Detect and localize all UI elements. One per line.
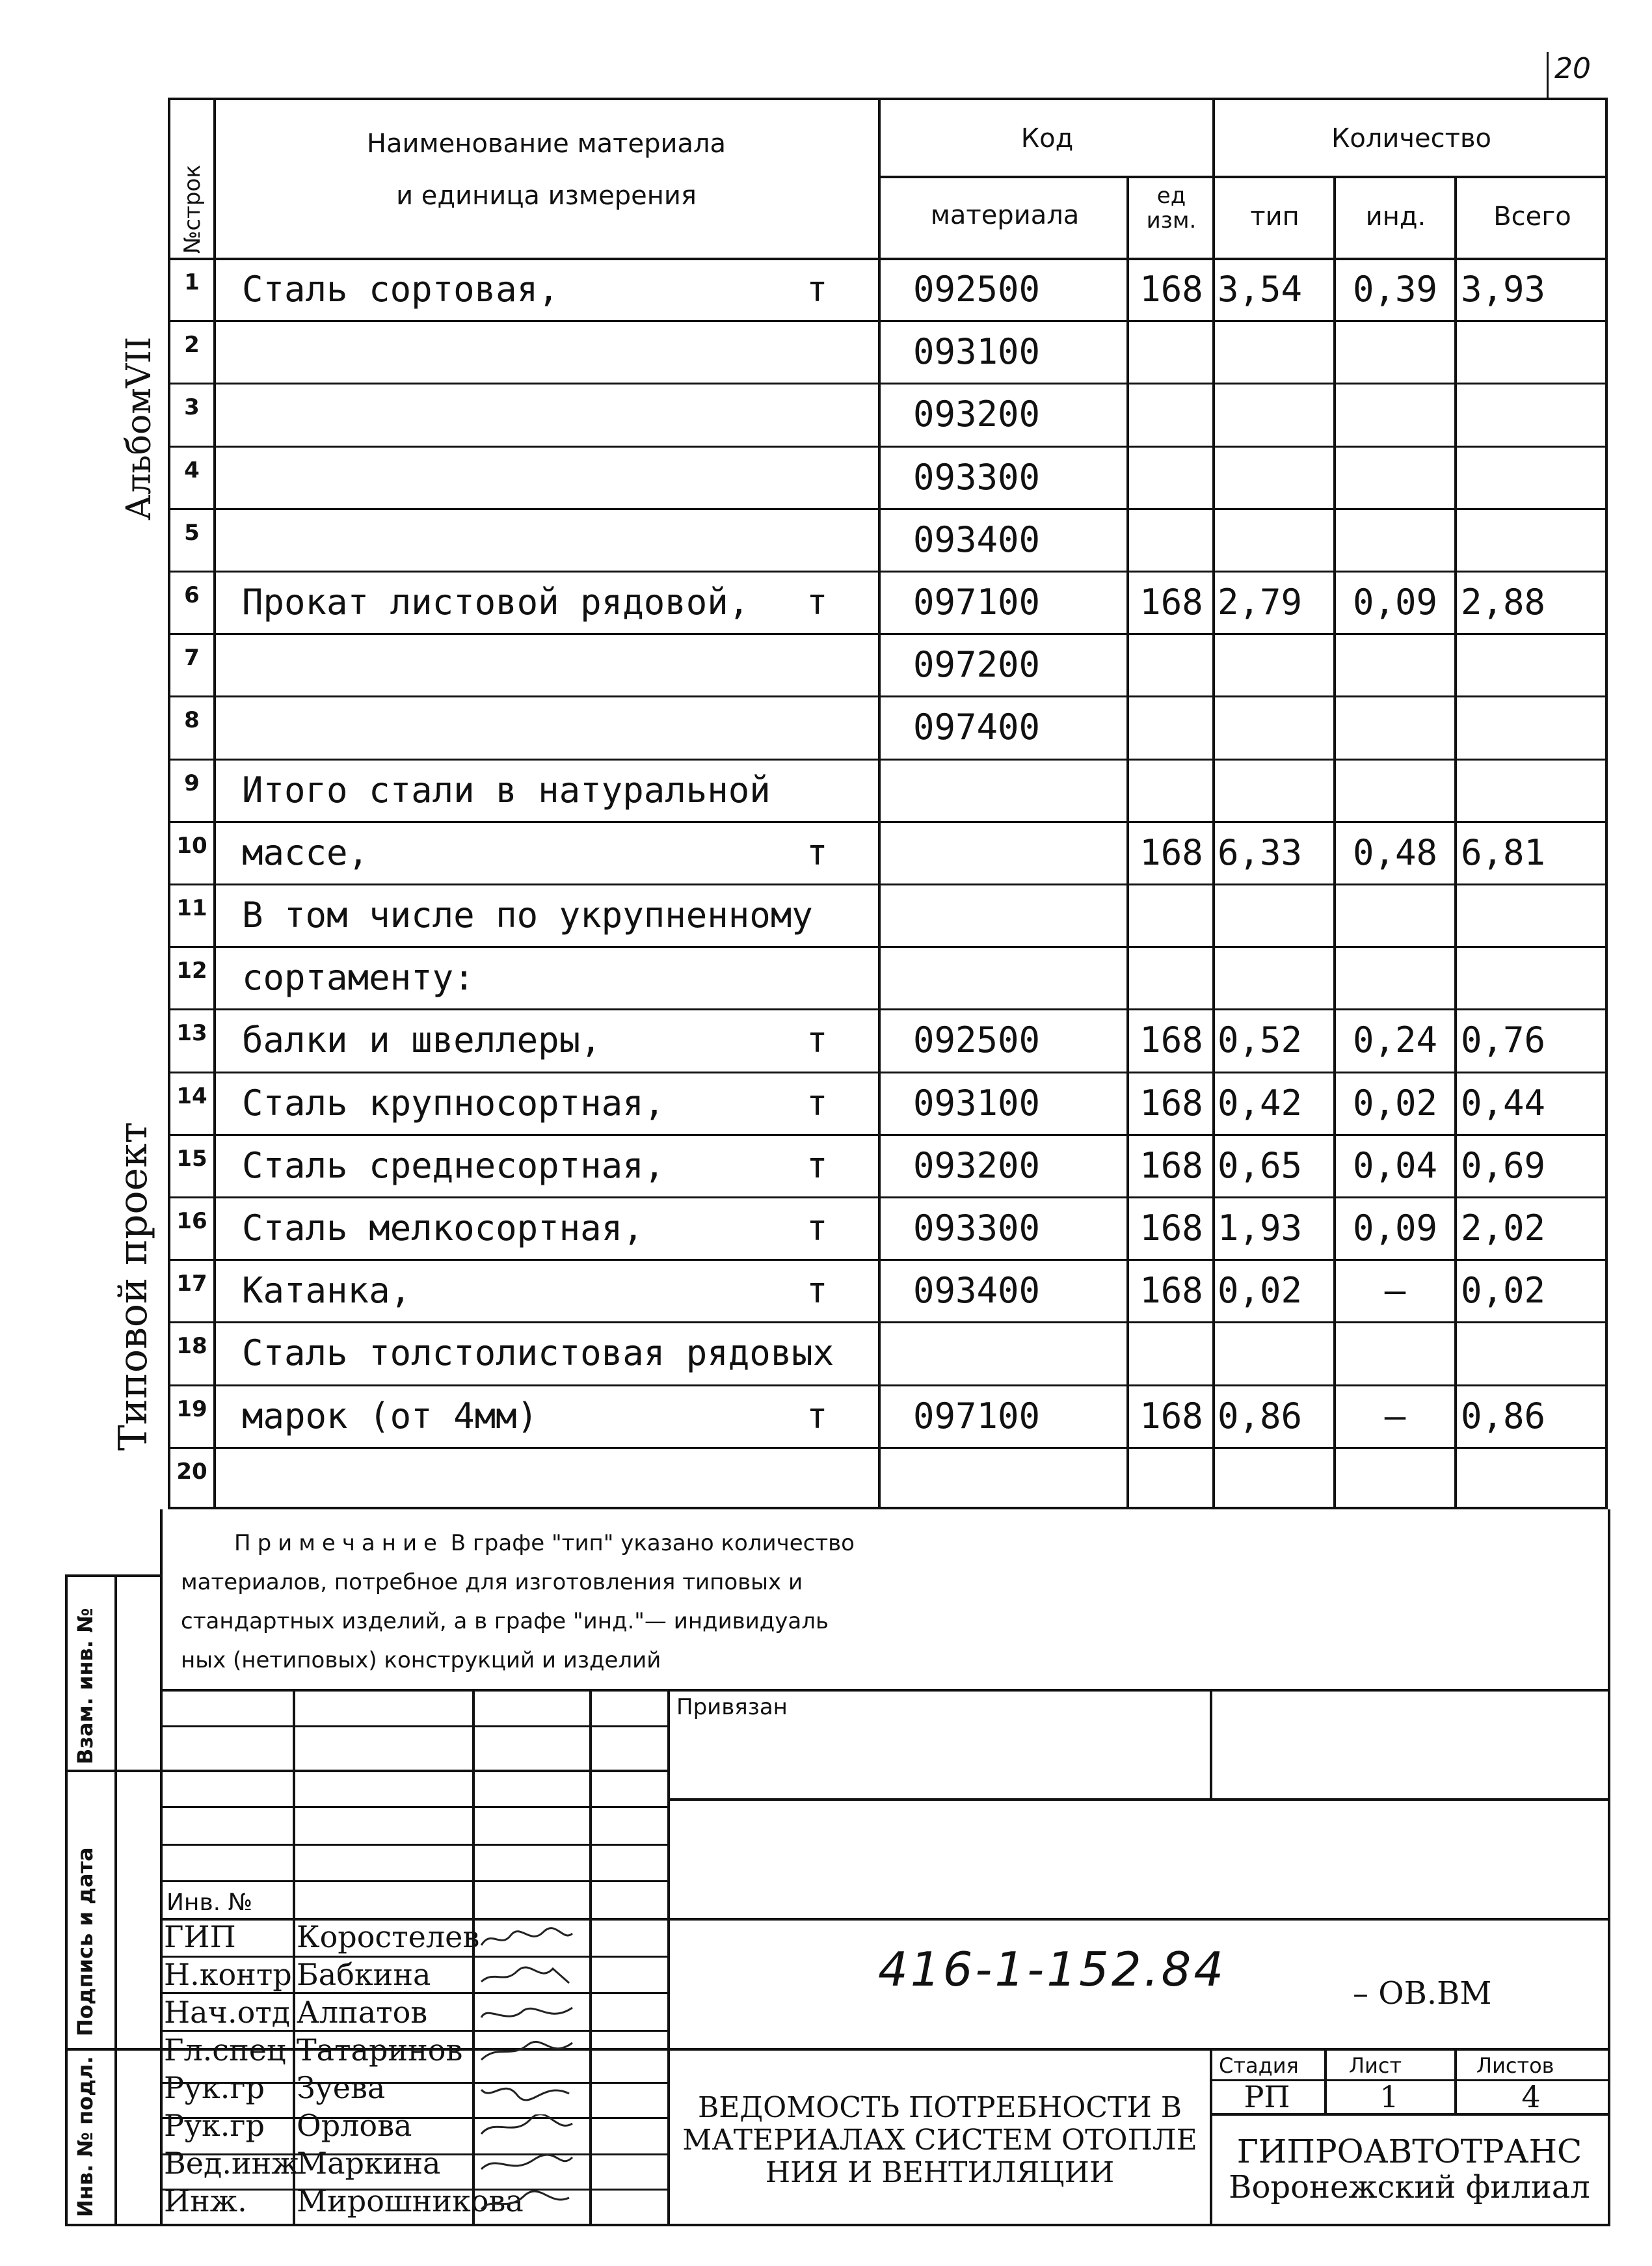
cell-ed: 168 <box>1139 1270 1203 1312</box>
cell-ind: 0,48 <box>1352 831 1438 873</box>
cell-tip: 0,42 <box>1218 1082 1303 1124</box>
cell-n: 20 <box>176 1458 207 1485</box>
cell-ind: – <box>1384 1270 1406 1312</box>
cell-ed: 168 <box>1139 1082 1203 1124</box>
cell-ind: 0,39 <box>1352 269 1438 310</box>
cell-n: 16 <box>176 1208 207 1234</box>
col-line-qty <box>1212 98 1215 1509</box>
row-separator <box>168 695 1608 697</box>
header-row-no: №строк <box>180 165 206 254</box>
cell-ed: 168 <box>1139 1019 1203 1061</box>
row-separator <box>168 320 1608 322</box>
row-separator <box>168 1259 1608 1261</box>
staff-role: Гл.спец <box>164 2032 286 2068</box>
cell-n: 8 <box>184 707 200 734</box>
cell-code: 097200 <box>913 644 1041 686</box>
doc-suffix: – ОВ.ВМ <box>1353 1975 1492 2012</box>
row-separator <box>168 446 1608 448</box>
header-name-line2: и единица измерения <box>396 181 697 211</box>
margin-inv-podl: Инв. № подл. <box>73 2056 98 2217</box>
cell-n: 3 <box>184 394 200 421</box>
row-separator <box>168 1134 1608 1136</box>
signature-icon <box>478 2152 576 2178</box>
note-line2: материалов, потребное для изготовления типовых и <box>181 1569 803 1595</box>
cell-name: Сталь сортовая, <box>242 269 559 310</box>
header-quantity: Количество <box>1331 124 1491 154</box>
cell-code: 093100 <box>913 331 1041 373</box>
cell-name: марок (от 4мм) <box>242 1395 539 1436</box>
cell-name: Сталь крупносортная, <box>242 1082 665 1124</box>
doc-title-line1: ВЕДОМОСТЬ ПОТРЕБНОСТИ В <box>697 2091 1182 2124</box>
header-code-material: материала <box>930 200 1080 230</box>
staff-name: Коростелев <box>297 1919 480 1954</box>
cell-total: 2,02 <box>1461 1207 1546 1248</box>
row-separator <box>168 1008 1608 1010</box>
cell-n: 12 <box>176 958 207 984</box>
cell-code: 092500 <box>913 269 1041 310</box>
header-q-ind: инд. <box>1365 202 1426 232</box>
margin-vzam: Взам. инв. № <box>73 1608 98 1764</box>
cell-total: 0,69 <box>1461 1144 1546 1186</box>
signature-icon <box>478 1926 576 1952</box>
cell-code: 097100 <box>913 582 1041 623</box>
cell-code: 093200 <box>913 394 1041 435</box>
cell-ind: – <box>1384 1395 1406 1436</box>
cell-unit: т <box>806 1395 828 1436</box>
cell-name: Итого стали в натуральной <box>242 769 771 811</box>
cell-code: 093300 <box>913 1207 1041 1248</box>
cell-code: 097100 <box>913 1395 1041 1436</box>
cell-name: Сталь мелкосортная, <box>242 1207 644 1248</box>
stamp-line-top <box>160 1689 1608 1692</box>
note-lead: Примечание <box>234 1530 444 1556</box>
row-separator <box>168 1321 1608 1323</box>
cell-tip: 0,65 <box>1218 1144 1303 1186</box>
cell-total: 3,93 <box>1461 269 1546 310</box>
cell-ed: 168 <box>1139 1207 1203 1248</box>
row-separator <box>168 571 1608 573</box>
cell-ind: 0,02 <box>1352 1082 1438 1124</box>
col-line-ind <box>1333 176 1336 1509</box>
cell-n: 10 <box>176 832 207 859</box>
sheets-value: 4 <box>1521 2079 1541 2114</box>
note-line1 <box>234 1530 855 1556</box>
cell-unit: т <box>806 582 828 623</box>
page-number-tick <box>1547 52 1549 98</box>
staff-name: Алпатов <box>297 1995 428 2030</box>
cell-name: сортаменту: <box>242 957 475 999</box>
cell-tip: 0,02 <box>1218 1270 1303 1312</box>
cell-tip: 0,52 <box>1218 1019 1303 1061</box>
note-line4: ных (нетиповых) конструкций и изделий <box>181 1647 661 1673</box>
cell-ind: 0,04 <box>1352 1144 1438 1186</box>
signature-icon <box>478 2077 576 2103</box>
cell-name: Катанка, <box>242 1270 412 1312</box>
cell-name: Сталь толстолистовая рядовых <box>242 1332 834 1374</box>
cell-ind: 0,09 <box>1352 1207 1438 1248</box>
cell-ed: 168 <box>1139 269 1203 310</box>
stamp-right-border <box>1608 1509 1610 2224</box>
cell-unit: т <box>806 1082 828 1124</box>
cell-tip: 2,79 <box>1218 582 1303 623</box>
stamp-col-3 <box>589 1689 592 2224</box>
staff-role: Рук.гр <box>164 2108 265 2143</box>
row-separator <box>168 1072 1608 1073</box>
cell-n: 13 <box>176 1020 207 1047</box>
cell-unit: т <box>806 1144 828 1186</box>
cell-name: балки и швеллеры, <box>242 1019 602 1061</box>
row-separator <box>168 633 1608 635</box>
cell-n: 19 <box>176 1396 207 1422</box>
margin-podpis: Подпись и дата <box>73 1847 98 2036</box>
header-bottom-line <box>168 258 1608 260</box>
cell-n: 9 <box>184 770 200 796</box>
sheet-label: Лист <box>1349 2053 1402 2078</box>
margin-line-2 <box>65 2048 160 2051</box>
cell-code: 093100 <box>913 1082 1041 1124</box>
cell-code: 093200 <box>913 1144 1041 1186</box>
staff-role: Инж. <box>164 2183 247 2219</box>
cell-total: 0,44 <box>1461 1082 1546 1124</box>
margin-inner-line <box>114 1574 117 2224</box>
cell-n: 7 <box>184 645 200 671</box>
cell-code: 097400 <box>913 707 1041 748</box>
cell-total: 0,86 <box>1461 1395 1546 1436</box>
cell-tip: 3,54 <box>1218 269 1303 310</box>
staff-name: Бабкина <box>297 1957 431 1992</box>
cell-n: 15 <box>176 1145 207 1172</box>
note-line3: стандартных изделий, а в графе "инд."— индивидуаль <box>181 1608 829 1634</box>
cell-unit: т <box>806 1270 828 1312</box>
doc-title-line2: МАТЕРИАЛАХ СИСТЕМ ОТОПЛЕ <box>682 2124 1197 2157</box>
cell-name: массе, <box>242 831 369 873</box>
cell-n: 5 <box>184 519 200 546</box>
staff-role: Нач.отд <box>164 1995 291 2030</box>
cell-n: 17 <box>176 1271 207 1297</box>
cell-unit: т <box>806 269 828 310</box>
cell-ed: 168 <box>1139 1144 1203 1186</box>
doc-title-line3: НИЯ И ВЕНТИЛЯЦИИ <box>765 2156 1115 2189</box>
sheets-label: Листов <box>1476 2053 1554 2078</box>
header-q-total: Всего <box>1493 202 1571 232</box>
staff-name: Маркина <box>297 2146 441 2181</box>
row-separator <box>168 1196 1608 1198</box>
header-code-unit: ед изм. <box>1146 183 1197 234</box>
staff-name: Мирошникова <box>297 2183 524 2219</box>
row-separator <box>168 508 1608 510</box>
row-separator <box>168 1384 1608 1386</box>
cell-n: 11 <box>176 895 207 921</box>
cell-tip: 1,93 <box>1218 1207 1303 1248</box>
signature-icon <box>478 2114 576 2140</box>
margin-top-line <box>65 1574 160 1577</box>
note-text-1: В графе "тип" указано количество <box>450 1530 855 1556</box>
cell-n: 14 <box>176 1083 207 1109</box>
cell-code: 093400 <box>913 519 1041 560</box>
cell-name: Сталь среднесортная, <box>242 1144 665 1186</box>
staff-name: Зуева <box>297 2070 386 2105</box>
staff-role: Рук.гр <box>164 2070 265 2105</box>
staff-name: Орлова <box>297 2108 412 2143</box>
header-name-line1: Наименование материала <box>366 129 726 159</box>
row-separator <box>168 759 1608 761</box>
org-line1: ГИПРОАВТОТРАНС <box>1236 2133 1582 2170</box>
stamp-col-2 <box>472 1689 475 2224</box>
cell-ed: 168 <box>1139 1395 1203 1436</box>
cell-total: 6,81 <box>1461 831 1546 873</box>
cell-code: 093400 <box>913 1270 1041 1312</box>
margin-outer-line <box>65 1574 68 2224</box>
row-separator <box>168 946 1608 948</box>
row-separator <box>168 821 1608 823</box>
stage-label: Стадия <box>1219 2053 1299 2078</box>
margin-line-1 <box>65 1770 160 1772</box>
side-label-album: АльбомVII <box>120 336 159 520</box>
cell-tip: 6,33 <box>1218 831 1303 873</box>
stamp-col-1 <box>293 1689 295 2224</box>
side-label-project: Типовой проект <box>111 1122 156 1451</box>
cell-n: 6 <box>184 582 200 608</box>
cell-tip: 0,86 <box>1218 1395 1303 1436</box>
stamp-col-5 <box>1210 1689 1212 1798</box>
signature-icon <box>478 2001 576 2027</box>
cell-unit: т <box>806 1207 828 1248</box>
staff-role: Н.контр <box>164 1957 292 1992</box>
stage-value: РП <box>1244 2079 1290 2114</box>
row-separator <box>168 383 1608 384</box>
cell-unit: т <box>806 831 828 873</box>
col-line-unit <box>1126 176 1129 1509</box>
cell-n: 18 <box>176 1333 207 1360</box>
cell-total: 0,02 <box>1461 1270 1546 1312</box>
sheet-value: 1 <box>1379 2079 1399 2114</box>
cell-name: Прокат листовой рядовой, <box>242 582 750 623</box>
signature-icon <box>478 2190 576 2216</box>
signature-icon <box>478 2039 576 2065</box>
cell-ind: 0,24 <box>1352 1019 1438 1061</box>
staff-name: Татаринов <box>297 2032 463 2068</box>
org-line2: Воронежский филиал <box>1229 2169 1590 2205</box>
header-code: Код <box>1020 124 1074 154</box>
header-q-type: тип <box>1250 202 1299 232</box>
stamp-line-c <box>667 1798 1608 1801</box>
row-separator <box>168 883 1608 885</box>
cell-ed: 168 <box>1139 582 1203 623</box>
cell-total: 0,76 <box>1461 1019 1546 1061</box>
cell-n: 2 <box>184 332 200 358</box>
doc-number: 416-1-152.84 <box>878 1942 1227 1997</box>
signature-icon <box>478 1963 576 1989</box>
stamp-bottom-border <box>65 2224 1610 2226</box>
stamp-inv-no: Инв. № <box>167 1889 253 1916</box>
col-line-code <box>878 98 881 1509</box>
stamp-privyazan: Привязан <box>676 1694 788 1720</box>
cell-code: 092500 <box>913 1019 1041 1061</box>
cell-code: 093300 <box>913 456 1041 498</box>
staff-role: Вед.инж <box>164 2146 299 2181</box>
col-line-total <box>1454 176 1457 1509</box>
cell-ed: 168 <box>1139 831 1203 873</box>
cell-total: 2,88 <box>1461 582 1546 623</box>
cell-n: 4 <box>184 457 200 483</box>
header-sub-line <box>878 176 1608 178</box>
cell-unit: т <box>806 1019 828 1061</box>
cell-ind: 0,09 <box>1352 582 1438 623</box>
col-line-rownum <box>213 98 216 1509</box>
cell-n: 1 <box>184 269 200 295</box>
page-number: 20 <box>1554 52 1591 85</box>
cell-name: В том числе по укрупненному <box>242 895 813 936</box>
row-separator <box>168 1447 1608 1449</box>
staff-role: ГИП <box>164 1919 236 1954</box>
